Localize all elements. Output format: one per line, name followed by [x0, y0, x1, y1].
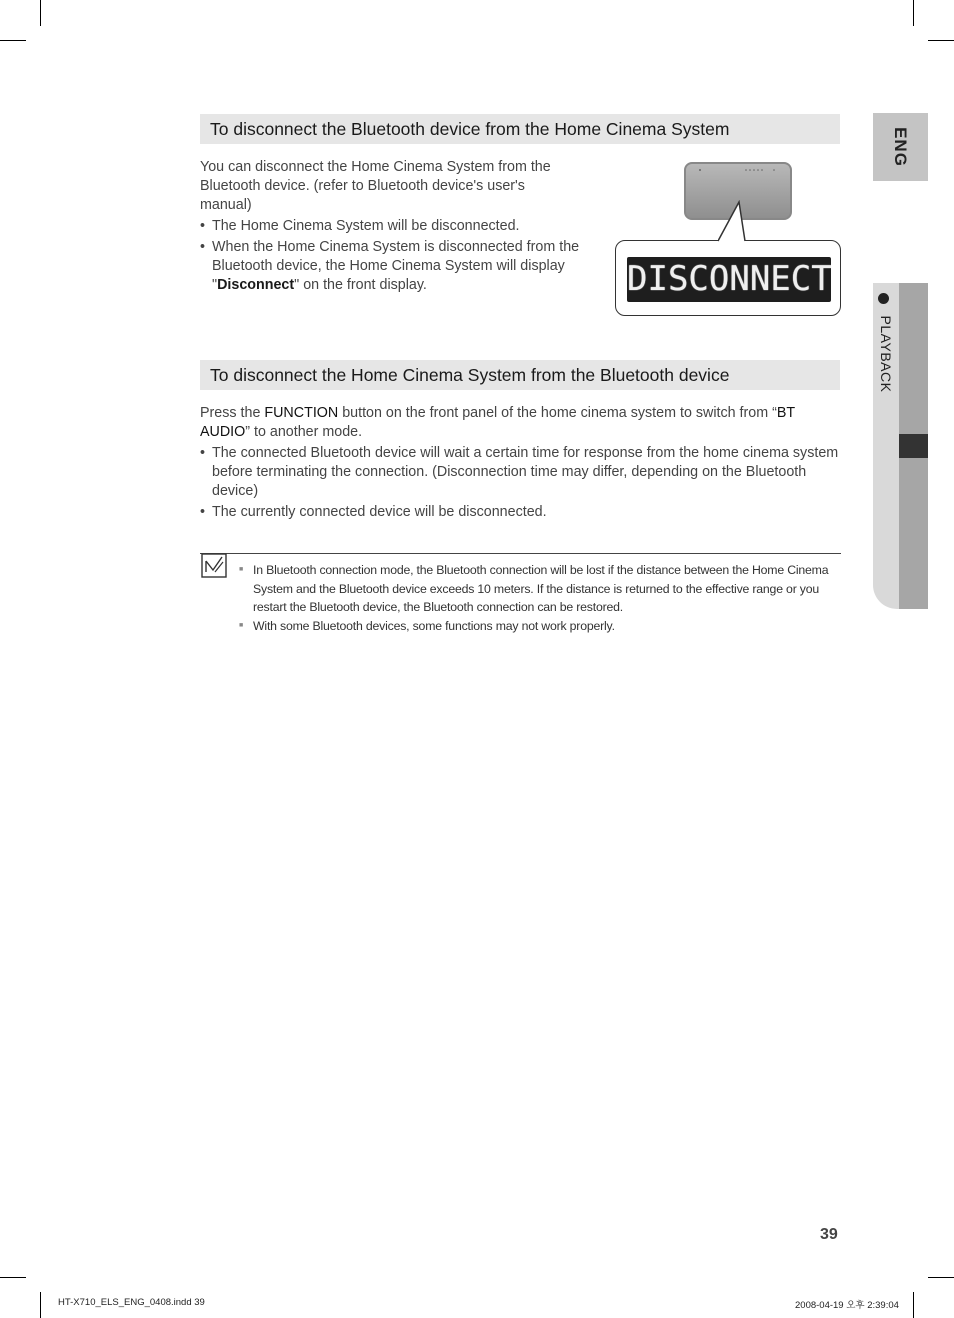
list-item-text: " on the front display. [294, 277, 427, 293]
chapter-marker [899, 434, 928, 458]
intro-paragraph [200, 404, 844, 442]
list-item-text: When the Home Cinema System is disconnected from the Bluetooth device, the Home Cinema System will display " [212, 239, 580, 293]
footer-timestamp: 2008-04-19 오후 2:39:04 [795, 1300, 899, 1311]
bullet-list [200, 444, 844, 522]
device-indicator-dots [684, 162, 792, 182]
display-keyword: Disconnect [217, 277, 295, 293]
chapter-label: PLAYBACK [878, 315, 894, 393]
list-item: • The connected Bluetooth device will wait a certain time for response from the home cinema system before terminating the connection. (Disconnection time may differ, depending on the Bluetooth device) [200, 444, 844, 501]
crop-mark [913, 0, 914, 26]
callout-pointer [718, 200, 758, 242]
crop-mark [0, 40, 26, 41]
chapter-bullet-icon [878, 293, 889, 304]
intro-paragraph: You can disconnect the Home Cinema System from the Bluetooth device. (refer to Bluetooth device's user's manual) [200, 159, 551, 213]
list-item: • The Home Cinema System will be disconnected. [200, 217, 580, 236]
intro-text: button on the front panel of the home cinema system to switch from “ [338, 405, 777, 421]
section-body [200, 404, 844, 522]
crop-mark [913, 1292, 914, 1318]
front-display-text: DISCONNECT [627, 259, 832, 299]
list-item: • The currently connected device will be disconnected. [200, 503, 844, 522]
footer-file-info: HT-X710_ELS_ENG_0408.indd 39 [58, 1297, 205, 1308]
note-divider [200, 553, 841, 554]
language-label: ENG [891, 127, 910, 167]
note-pencil-icon [201, 553, 227, 579]
crop-mark [40, 1292, 41, 1318]
crop-mark [928, 40, 954, 41]
bullet-list [200, 217, 580, 295]
intro-text: ” to another mode. [245, 424, 363, 440]
crop-mark [928, 1277, 954, 1278]
intro-text: Press the [200, 405, 265, 421]
note-item: ■ In Bluetooth connection mode, the Bluetooth connection will be lost if the distance between the Home Cinema System and the Bluetooth device exceeds 10 meters. If the distance is returned to the effective range or you restart the Bluetooth device, the Bluetooth connection can be restored. [238, 561, 842, 617]
crop-mark [40, 0, 41, 26]
note-list [238, 561, 842, 635]
function-button-name: FUNCTION [264, 405, 339, 421]
section-title: To disconnect the Home Cinema System from the Bluetooth device [200, 360, 840, 390]
crop-mark [0, 1277, 26, 1278]
section-body [200, 158, 580, 295]
page-number: 39 [820, 1226, 838, 1243]
section-title: To disconnect the Bluetooth device from the Home Cinema System [200, 114, 840, 144]
list-item [200, 238, 580, 295]
note-item: ■ With some Bluetooth devices, some functions may not work properly. [238, 617, 842, 636]
mode-name: BT AUDIO [200, 405, 795, 440]
